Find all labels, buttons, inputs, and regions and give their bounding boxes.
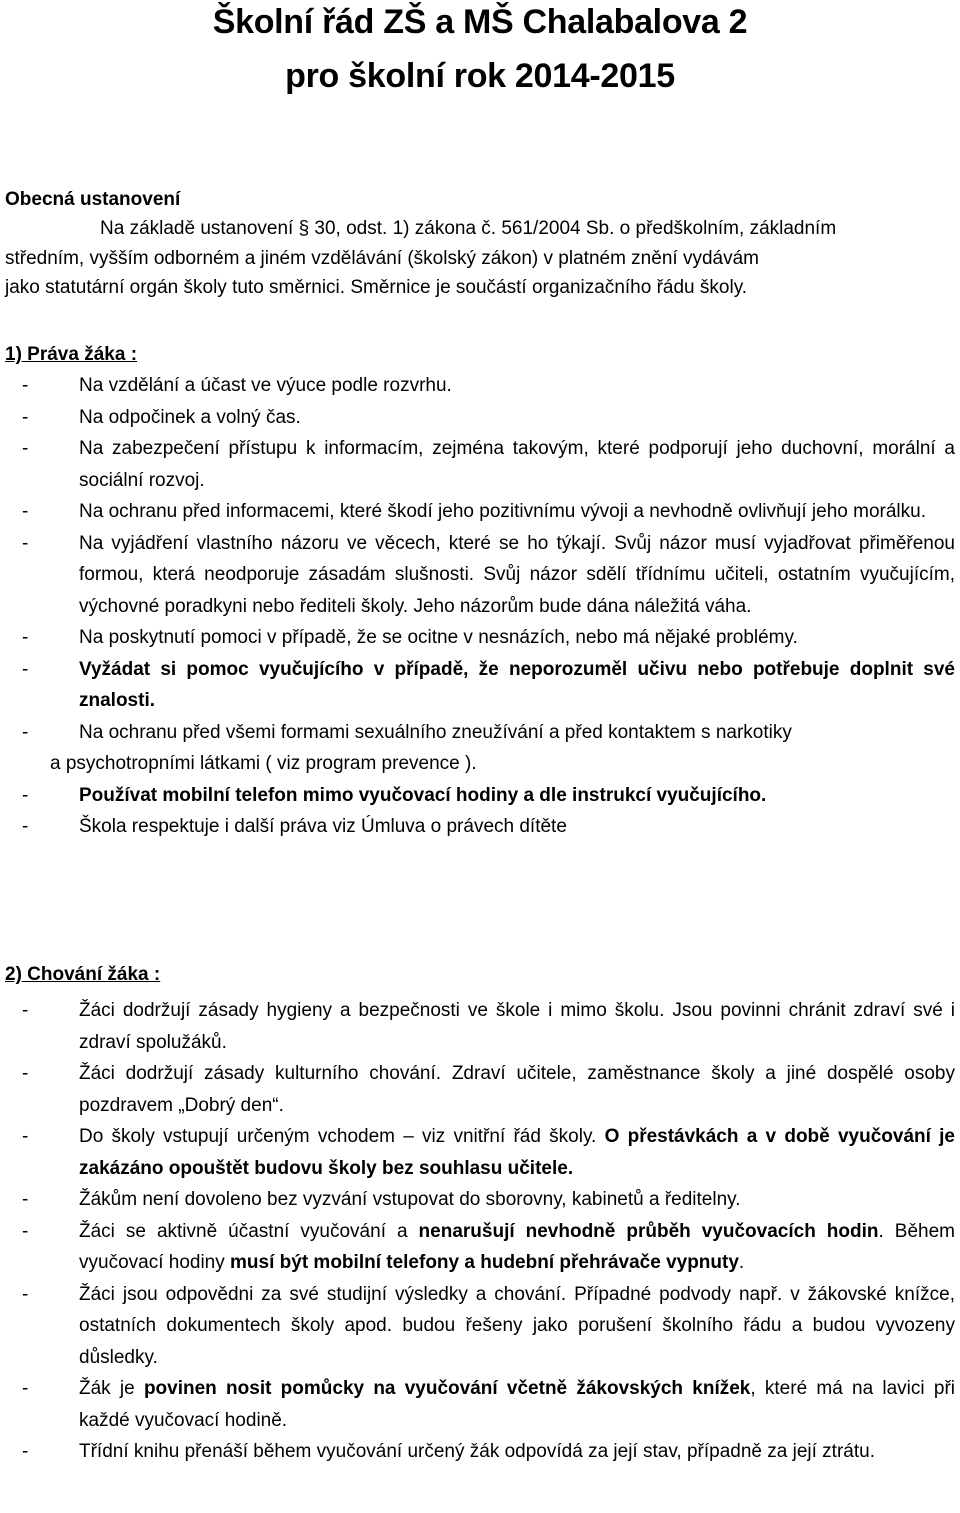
dash-marker: -: [22, 627, 29, 648]
dash-marker: -: [22, 1441, 29, 1462]
dash-marker: -: [22, 784, 29, 806]
section1-heading: 1) Práva žáka :: [5, 344, 138, 365]
document-title-line1: Školní řád ZŠ a MŠ Chalabalova 2: [212, 3, 748, 41]
section2-heading: 2) Chování žáka :: [5, 964, 161, 985]
list-item: - Žákům není dovoleno bez vyzvání vstupovat do sborovny, kabinetů a ředitelny.: [0, 1184, 955, 1216]
list-item: - Žáci se aktivně účastní vyučování a nenarušují nevhodně průběh vyučovacích hodin. Během vyučovací hodiny musí být mobilní telefony a hudební přehrávače vypnuty.: [0, 1216, 955, 1279]
list-item: - Žáci jsou odpovědni za své studijní výsledky a chování. Případné podvody např. v žákovské knížce, ostatních dokumentech školy apod. budou řešeny jako porušení školního řádu a budou vyvozeny důsledky.: [0, 1279, 955, 1374]
dash-marker: -: [22, 406, 29, 428]
dash-marker: -: [22, 1063, 29, 1084]
list-item: - Na ochranu před všemi formami sexuálního zneužívání a před kontaktem s narkotiky a psychotropními látkami ( viz program prevence ).: [0, 717, 955, 780]
intro-line2: středním, vyšším odborném a jiném vzdělávání (školský zákon) v platném znění vydávám: [5, 247, 759, 269]
student-behavior-list: [0, 995, 955, 1468]
list-item: - Třídní knihu přenáší během vyučování určený žák odpovídá za její stav, případně za její ztrátu.: [0, 1436, 955, 1468]
general-heading: Obecná ustanovení: [5, 189, 181, 210]
list-item: - Škola respektuje i další práva viz Úmluva o právech dítěte: [0, 811, 955, 843]
list-item: - Na vyjádření vlastního názoru ve věcech, které se ho týkají. Svůj názor musí vyjadřovat přiměřenou formou, která neodporuje zásadám slušnosti. Svůj názor sdělí třídnímu učiteli, ostatním vyučujícím, výchovné poradkyni nebo řediteli školy. Jeho názorům bude dána náležitá váha.: [0, 528, 955, 623]
dash-marker: -: [22, 1283, 29, 1305]
list-item: - Žáci dodržují zásady kulturního chování. Zdraví učitele, zaměstnance školy a jiné dospělé osoby pozdravem „Dobrý den“.: [0, 1058, 955, 1121]
list-item: - Na vzdělání a účast ve výuce podle rozvrhu.: [0, 370, 955, 402]
document-title-line2: pro školní rok 2014-2015: [285, 57, 675, 95]
list-item: - Vyžádat si pomoc vyučujícího v případě, že neporozuměl učivu nebo potřebuje doplnit své znalosti.: [0, 654, 955, 717]
list-item: - Na odpočinek a volný čas.: [0, 402, 955, 434]
list-item: - Do školy vstupují určeným vchodem – viz vnitřní řád školy. O přestávkách a v době vyučování je zakázáno opouštět budovu školy bez souhlasu učitele.: [0, 1121, 955, 1184]
list-item: - Žák je povinen nosit pomůcky na vyučování včetně žákovských knížek, které má na lavici při každé vyučovací hodině.: [0, 1373, 955, 1436]
dash-marker: -: [22, 721, 29, 743]
intro-line1: Na základě ustanovení § 30, odst. 1) zákona č. 561/2004 Sb. o předškolním, základním: [100, 218, 837, 239]
dash-marker: -: [22, 501, 29, 522]
dash-marker: -: [22, 1220, 29, 1242]
dash-marker: -: [22, 1000, 29, 1021]
general-intro: [5, 214, 953, 303]
list-item: - Na zabezpečení přístupu k informacím, zejména takovým, které podporují jeho duchovní, morální a sociální rozvoj.: [0, 433, 955, 496]
student-rights-list: [0, 370, 955, 843]
intro-line3: jako statutární orgán školy tuto směrnici. Směrnice je součástí organizačního řádu školy.: [5, 277, 748, 298]
list-item: - Používat mobilní telefon mimo vyučovací hodiny a dle instrukcí vyučujícího.: [0, 780, 955, 812]
list-item: - Na ochranu před informacemi, které škodí jeho pozitivnímu vývoji a nevhodně ovlivňují jeho morálku.: [0, 496, 955, 528]
dash-marker: -: [22, 1189, 29, 1210]
dash-marker: -: [22, 1126, 29, 1147]
dash-marker: -: [22, 438, 29, 459]
list-item: - Žáci dodržují zásady hygieny a bezpečnosti ve škole i mimo školu. Jsou povinni chránit zdraví své i zdraví spolužáků.: [0, 995, 955, 1058]
dash-marker: -: [22, 1378, 29, 1399]
dash-marker: -: [22, 658, 29, 680]
dash-marker: -: [22, 532, 29, 554]
dash-marker: -: [22, 375, 29, 396]
list-item: - Na poskytnutí pomoci v případě, že se ocitne v nesnázích, nebo má nějaké problémy.: [0, 622, 955, 654]
dash-marker: -: [22, 816, 29, 837]
